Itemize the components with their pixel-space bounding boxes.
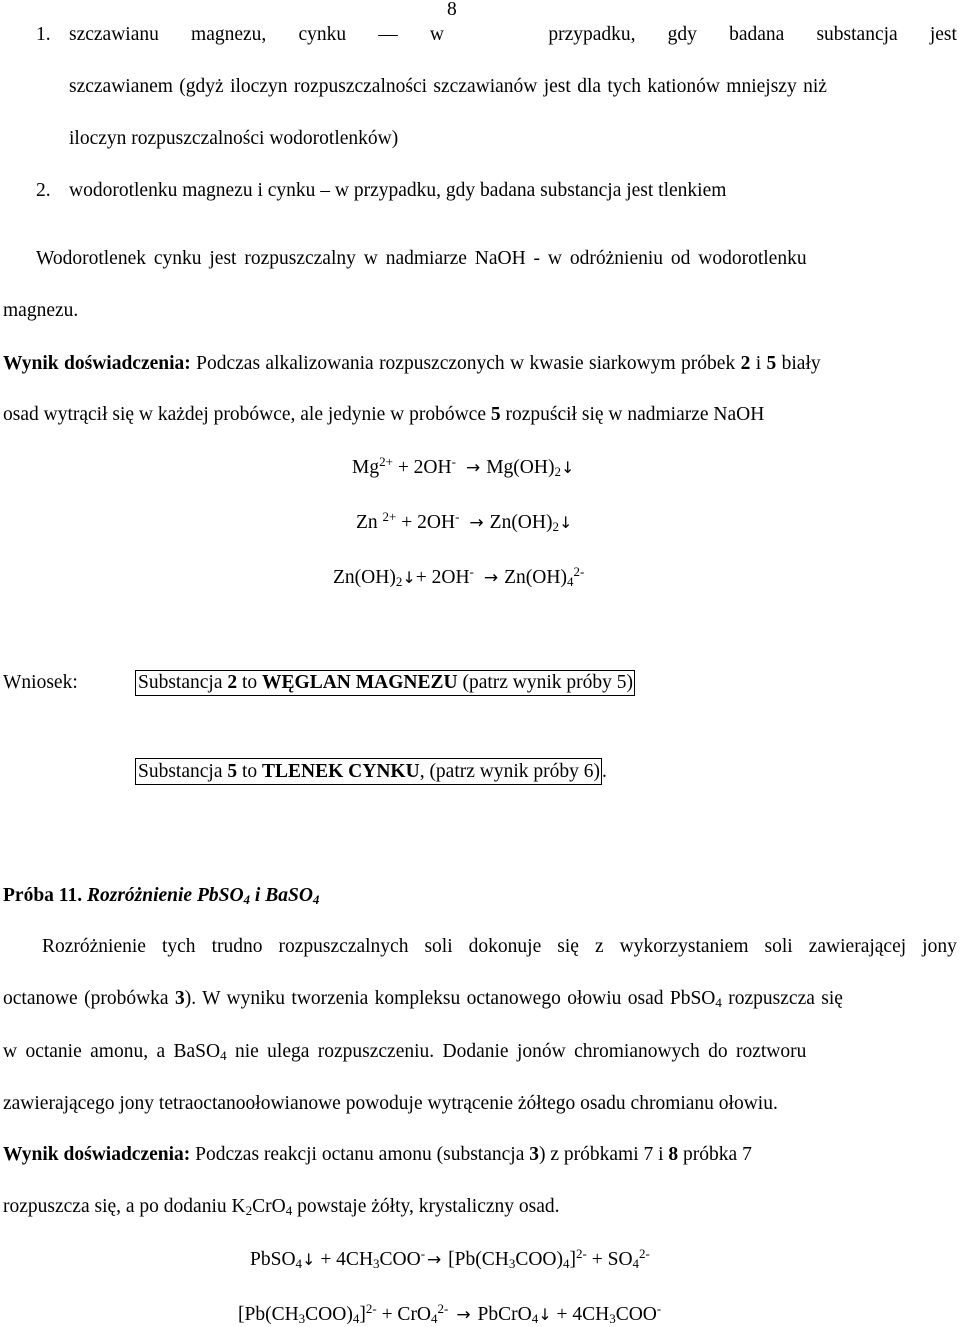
word: w <box>429 24 445 45</box>
equation-zn-complex: $Zn(OH)_2↓+ 2OH^- \to Zn(OH)_4^{2-}$ <box>333 563 585 590</box>
conclusion-line-2: Substancja 5 to TLENEK CYNKU, (patrz wynik próby 6) . <box>135 762 607 782</box>
word: magnezu, <box>191 24 267 45</box>
conclusion-label: Wniosek: <box>3 672 78 693</box>
item2-text: wodorotlenku magnezu i cynku – w przypadku, gdy badana substancja jest tlenkiem <box>69 180 727 201</box>
equation-pbso4: PbSO$_4$↓ + $4CH_3COO^- \to [Pb(CH_3COO)_4]^{2-} + SO_4^{2-}$ <box>250 1245 650 1272</box>
section-heading: Próba 11. Rozróżnienie PbSO$_4$ i BaSO$_4$ <box>3 885 320 908</box>
section-label: Próba 11. <box>3 885 83 906</box>
equation-mg: $Mg^{2+} + 2OH^-$ → $Mg(OH)_2↓$ <box>352 453 575 480</box>
reaction-arrow-icon: → <box>456 1305 471 1325</box>
page-number: 8 <box>447 0 457 20</box>
proba11-p3: w octanie amonu, a BaSO$_4$ nie ulega rozpuszczeniu. Dodanie jonów chromianowych do roztworu <box>3 1041 807 1064</box>
precipitate-arrow-icon: ↓ <box>558 513 573 532</box>
result2-line2: rozpuszcza się, a po dodaniu $K_2CrO_4$ powstaje żółty, krystaliczny osad. <box>3 1196 560 1219</box>
item1-line3: iloczyn rozpuszczalności wodorotlenków) <box>69 128 399 149</box>
result2-line1: Wynik doświadczenia: Podczas reakcji octanu amonu (substancja 3) z próbkami 7 i 8 próbka 7 <box>3 1144 752 1165</box>
word: badana <box>729 24 785 45</box>
equation-zn: Zn $^{2+} + 2OH^- \to Zn(OH)_2↓$ <box>356 508 573 535</box>
blank-gap <box>476 25 516 45</box>
reaction-arrow-icon: → <box>469 513 484 533</box>
proba11-p4: zawierającego jony tetraoctanoołowianowe powoduje wytrącenie żółtego osadu chromianu ołowiu. <box>3 1093 778 1114</box>
word: jest <box>929 24 957 45</box>
precipitate-arrow-icon: ↓ <box>560 458 575 477</box>
item1-line2: szczawianem (gdyż iloczyn rozpuszczalności szczawianów jest dla tych kationów mniejszy niż <box>69 76 827 97</box>
word: szczawianu <box>69 24 159 45</box>
equation-pbcro4: $[Pb(CH_3COO)_4]^{2-} + CrO_4^{2-}$ → PbCrO$_4$↓ + $4CH_3COO^-$ <box>238 1300 662 1327</box>
word: przypadku, <box>548 24 636 45</box>
result-label: Wynik doświadczenia: <box>3 1144 191 1165</box>
reaction-arrow-icon: → <box>483 568 499 588</box>
precipitate-arrow-icon: ↓ <box>302 1250 316 1269</box>
note-line1: Wodorotlenek cynku jest rozpuszczalny w nadmiarze NaOH - w odróżnieniu od wodorotlenku <box>36 248 807 269</box>
note-line2: magnezu. <box>3 300 79 321</box>
proba11-p2: octanowe (probówka 3). W wyniku tworzenia kompleksu octanowego ołowiu osad PbSO$_4$ rozpuszcza się <box>3 988 843 1011</box>
result1-line2: osad wytrącił się w każdej probówce, ale jedynie w probówce 5 rozpuścił się w nadmiarze NaOH <box>3 404 765 425</box>
reaction-arrow-icon: → <box>465 458 481 478</box>
proba11-p1: Rozróżnienie tych trudno rozpuszczalnych soli dokonuje się z wykorzystaniem soli zawierającej jony <box>42 936 957 957</box>
precipitate-arrow-icon: ↓ <box>402 568 416 587</box>
list-number-1: 1. <box>36 24 51 45</box>
item1-line1 <box>69 25 957 45</box>
word: substancja <box>816 24 898 45</box>
conclusion-box-2: Substancja 5 to TLENEK CYNKU, (patrz wynik próby 6) <box>135 758 602 785</box>
dash: — <box>378 24 398 45</box>
conclusion-box-1: Substancja 2 to WĘGLAN MAGNEZU (patrz wynik próby 5) <box>135 670 635 696</box>
result-label: Wynik doświadczenia: <box>3 353 191 374</box>
result1-line1: Wynik doświadczenia: Podczas alkalizowania rozpuszczonych w kwasie siarkowym próbek 2 i 5 biały <box>3 353 821 374</box>
list-number-2: 2. <box>36 180 51 201</box>
precipitate-arrow-icon: ↓ <box>538 1305 552 1324</box>
word: cynku <box>298 24 347 45</box>
word: gdy <box>667 24 697 45</box>
reaction-arrow-icon: → <box>427 1250 442 1270</box>
